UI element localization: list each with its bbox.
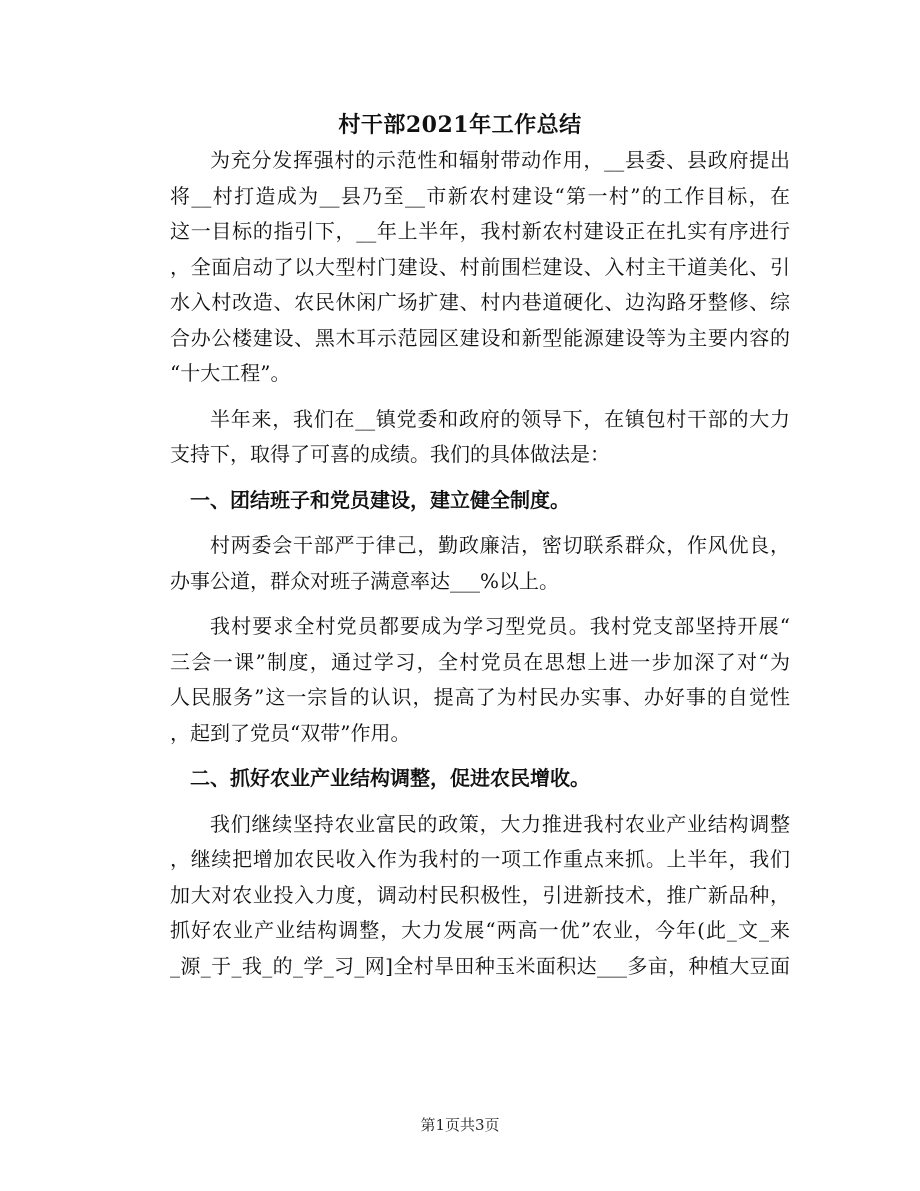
text-line: ，全面启动了以大型村门建设、村前围栏建设、入村主干道美化、引: [170, 254, 790, 279]
text-line: 加大对农业投入力度，调动村民积极性，引进新技术，推广新品种，: [170, 882, 790, 907]
text-line: 将__村打造成为__县乃至__市新农村建设“第一村”的工作目标，在: [170, 183, 790, 208]
text-line: 这一目标的指引下，__年上半年，我村新农村建设正在扎实有序进行: [170, 219, 790, 243]
paragraph-gap: [170, 751, 790, 761]
section-heading: 一、团结班子和党员建设，建立健全制度。: [190, 487, 570, 512]
paragraph: [170, 807, 790, 985]
text-line: 我们继续坚持农业富民的政策，大力推进我村农业产业结构调整: [210, 811, 790, 836]
paragraph-gap: [170, 392, 790, 402]
text-line: 抓好农业产业结构调整，大力发展“两高一优”农业，今年(此_文_来: [170, 918, 790, 942]
document-body: [170, 143, 790, 984]
text-line: 为充分发挥强村的示范性和辐射带动作用，__县委、县政府提出: [210, 148, 790, 172]
text-line: 我村要求全村党员都要成为学习型党员。我村党支部坚持开展“: [210, 614, 790, 638]
paragraph-gap: [170, 797, 790, 807]
document-title: 村干部2021年工作总结: [338, 112, 582, 138]
paragraph-gap: [170, 599, 790, 609]
paragraph: [170, 402, 790, 473]
paragraph: [170, 528, 790, 599]
text-line: ，起到了党员“双带”作用。: [170, 720, 411, 745]
paragraph: [170, 143, 790, 392]
text-line: 半年来，我们在__镇党委和政府的领导下，在镇包村干部的大力: [210, 406, 790, 431]
text-line: 三会一课”制度，通过学习，全村党员在思想上进一步加深了对“为: [170, 649, 790, 674]
paragraph: [170, 609, 790, 751]
text-line: 合办公楼建设、黑木耳示范园区建设和新型能源建设等为主要内容的: [170, 325, 790, 350]
text-line: 村两委会干部严于律己，勤政廉洁，密切联系群众，作风优良，: [210, 533, 790, 557]
section-heading: 二、抓好农业产业结构调整，促进农民增收。: [190, 766, 590, 790]
paragraph-gap: [170, 518, 790, 528]
paragraph-gap: [170, 473, 790, 483]
text-line: 办事公道，群众对班子满意率达___%以上。: [170, 568, 560, 593]
text-line: 人民服务”这一宗旨的认识，提高了为村民办实事、办好事的自觉性: [170, 685, 790, 709]
text-line: 水入村改造、农民休闲广场扩建、村内巷道硬化、边沟路牙整修、综: [170, 290, 790, 314]
text-line: ，继续把增加农民收入作为我村的一项工作重点来抓。上半年，我们: [170, 847, 790, 871]
page-footer: 第1页共3页: [420, 1116, 500, 1134]
text-line: _源_于_我_的_学_习_网]全村旱田种玉米面积达___多亩，种植大豆面: [170, 953, 790, 978]
text-line: 支持下，取得了可喜的成绩。我们的具体做法是：: [170, 442, 610, 466]
text-line: “十大工程”。: [170, 361, 291, 385]
